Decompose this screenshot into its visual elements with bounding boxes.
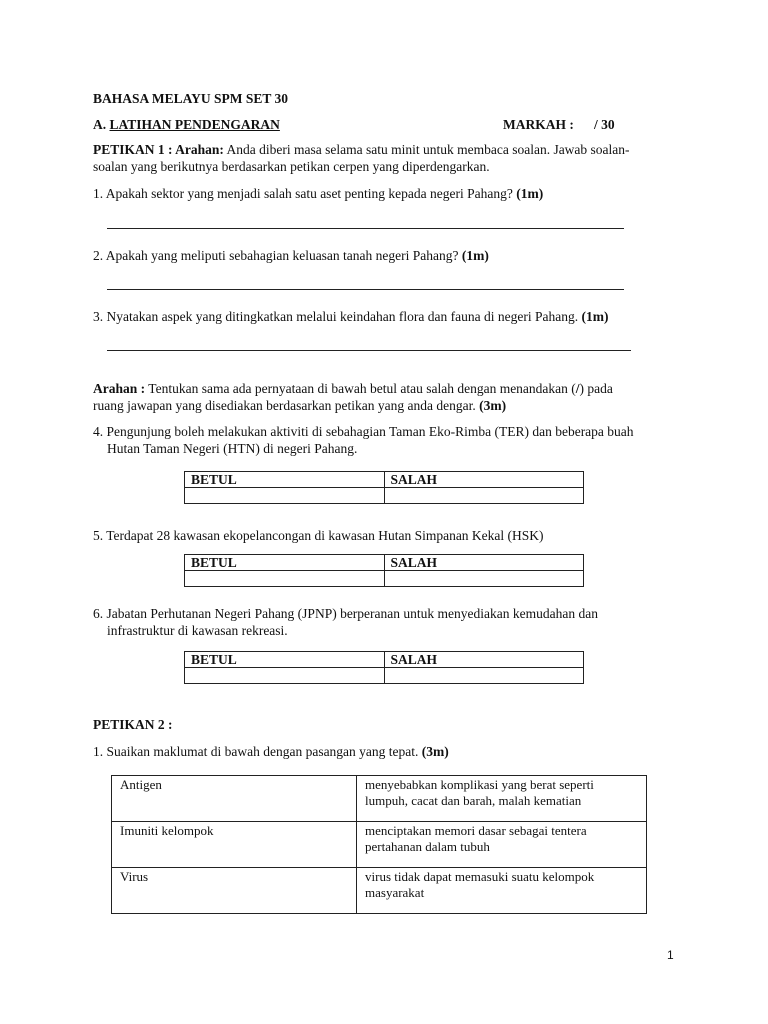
betul-answer-cell[interactable] xyxy=(185,571,385,587)
betul-answer-cell[interactable] xyxy=(185,488,385,504)
description-line2: masyarakat xyxy=(365,885,425,900)
arahan2-line2: ruang jawapan yang disediakan berdasarkan petikan yang anda dengar. xyxy=(93,398,476,413)
statement-5-line1: 5. Terdapat 28 kawasan ekopelancongan di kawasan Hutan Simpanan Kekal (HSK) xyxy=(93,528,544,543)
betul-header: BETUL xyxy=(185,472,385,488)
matching-description[interactable] xyxy=(357,776,647,822)
arahan2-label: Arahan : xyxy=(93,381,146,396)
matching-term[interactable]: Imuniti kelompok xyxy=(112,822,357,868)
answer-line-2[interactable] xyxy=(107,289,624,290)
salah-answer-cell[interactable] xyxy=(384,571,584,587)
salah-header: SALAH xyxy=(384,472,584,488)
question-marks: (1m) xyxy=(516,186,544,201)
petikan1-instruction xyxy=(93,141,630,158)
salah-answer-cell[interactable] xyxy=(384,668,584,684)
matching-description[interactable] xyxy=(357,868,647,914)
question-1 xyxy=(93,185,543,202)
markah-label: MARKAH : xyxy=(503,117,574,132)
betul-answer-cell[interactable] xyxy=(185,668,385,684)
answer-line-1[interactable] xyxy=(107,228,624,229)
question-text: 3. Nyatakan aspek yang ditingkatkan melalui keindahan flora dan fauna di negeri Pahang. xyxy=(93,309,579,324)
statement-4-line1: 4. Pengunjung boleh melakukan aktiviti di sebahagian Taman Eko-Rimba (TER) dan beberapa buah xyxy=(93,424,634,439)
answer-table-6 xyxy=(184,651,584,684)
petikan1-instruction-line1: Anda diberi masa selama satu minit untuk membaca soalan. Jawab soalan- xyxy=(226,142,630,157)
betul-header: BETUL xyxy=(185,555,385,571)
description-line1: virus tidak dapat memasuki suatu kelompok xyxy=(365,869,595,884)
markah-total: / 30 xyxy=(594,117,615,132)
question-marks: (1m) xyxy=(581,309,609,324)
description-line1: menyebabkan komplikasi yang berat seperti xyxy=(365,777,594,792)
matching-row xyxy=(112,822,647,868)
statement-6-line2: infrastruktur di kawasan rekreasi. xyxy=(107,623,288,638)
description-line2: pertahanan dalam tubuh xyxy=(365,839,490,854)
petikan2-question-text: 1. Suaikan maklumat di bawah dengan pasangan yang tepat. xyxy=(93,744,419,759)
arahan2-line1: Tentukan sama ada pernyataan di bawah betul atau salah dengan menandakan ( xyxy=(148,381,576,396)
arahan2-line1-end: ) pada xyxy=(579,381,613,396)
arahan2-instruction xyxy=(93,380,613,397)
page-title: BAHASA MELAYU SPM SET 30 xyxy=(93,91,289,106)
question-2 xyxy=(93,247,489,264)
petikan1-label: PETIKAN 1 : Arahan: xyxy=(93,142,224,157)
section-title: LATIHAN PENDENGARAN xyxy=(109,117,280,132)
answer-table-4 xyxy=(184,471,584,504)
arahan2-marks: (3m) xyxy=(479,398,507,413)
section-prefix: A. xyxy=(93,117,107,132)
answer-table-5 xyxy=(184,554,584,587)
arahan2-mark-symbol: / xyxy=(575,381,580,396)
petikan2-question xyxy=(93,743,449,760)
section-heading xyxy=(93,116,280,133)
matching-table xyxy=(111,775,647,914)
matching-term[interactable]: Virus xyxy=(112,868,357,914)
statement-6-line1: 6. Jabatan Perhutanan Negeri Pahang (JPNP) berperanan untuk menyediakan kemudahan dan xyxy=(93,606,598,621)
matching-row xyxy=(112,868,647,914)
salah-answer-cell[interactable] xyxy=(384,488,584,504)
description-line1: menciptakan memori dasar sebagai tentera xyxy=(365,823,587,838)
salah-header: SALAH xyxy=(384,555,584,571)
statement-4-line2: Hutan Taman Negeri (HTN) di negeri Pahang. xyxy=(107,441,358,456)
petikan2-marks: (3m) xyxy=(421,744,449,759)
salah-header: SALAH xyxy=(384,652,584,668)
question-marks: (1m) xyxy=(461,248,489,263)
petikan1-instruction-line2: soalan yang berikutnya berdasarkan petikan cerpen yang diperdengarkan. xyxy=(93,159,490,174)
question-text: 1. Apakah sektor yang menjadi salah satu aset penting kepada negeri Pahang? xyxy=(93,186,513,201)
question-3 xyxy=(93,308,608,325)
description-line2: lumpuh, cacat dan barah, malah kematian xyxy=(365,793,582,808)
betul-header: BETUL xyxy=(185,652,385,668)
matching-description[interactable] xyxy=(357,822,647,868)
question-text: 2. Apakah yang meliputi sebahagian keluasan tanah negeri Pahang? xyxy=(93,248,459,263)
arahan2-instruction-line2 xyxy=(93,397,506,414)
petikan2-label: PETIKAN 2 : xyxy=(93,717,173,732)
answer-line-3[interactable] xyxy=(107,350,631,351)
matching-term[interactable]: Antigen xyxy=(112,776,357,822)
matching-row xyxy=(112,776,647,822)
page-number: 1 xyxy=(667,948,674,962)
